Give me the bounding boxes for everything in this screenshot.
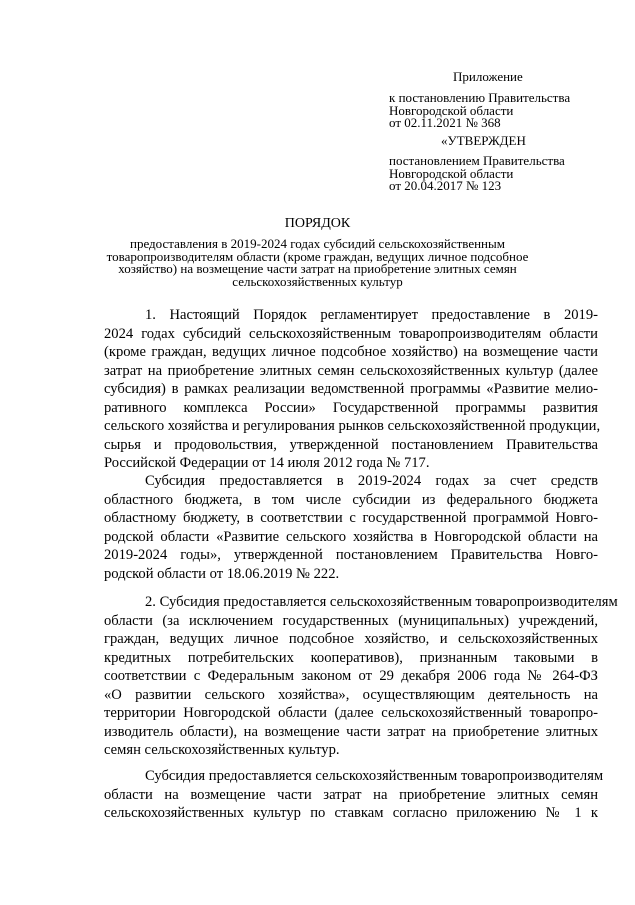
- paragraph-line: сельскохозяйственных культур по ставкам согласно приложению № 1 к: [104, 805, 598, 821]
- paragraph-2: [104, 472, 598, 583]
- paragraph-line: кредитных потребительских кооперативов), признанным таковыми в: [104, 649, 598, 666]
- document-title: ПОРЯДОК: [284, 216, 351, 231]
- paragraph-1: [104, 306, 601, 473]
- appendix-reference-line: от 02.11.2021 № 368: [389, 115, 501, 130]
- appendix-reference-line: Новгородской области: [389, 102, 514, 118]
- paragraph-line: граждан, ведущих личное подсобное хозяйство, и сельскохозяйственных: [104, 631, 598, 647]
- paragraph-line: Субсидия предоставляется сельскохозяйственным товаропроизводителям: [145, 768, 604, 784]
- paragraph-line: «О развитии сельского хозяйства», осуществляющим деятельность на: [104, 686, 598, 703]
- paragraph-line: 1. Настоящий Порядок регламентирует предоставление в 2019-: [145, 307, 598, 323]
- paragraph-line: родской области «Развитие сельского хозяйства в Новгородской области на: [104, 528, 598, 545]
- paragraph-line: семян сельскохозяйственных культур.: [104, 742, 340, 758]
- paragraph-line: Субсидия предоставляется в 2019-2024 годах за счет средств: [145, 473, 598, 489]
- document-subtitle: [0, 238, 635, 288]
- subtitle-line: сельскохозяйственных культур: [232, 273, 403, 289]
- paragraph-line: субсидия) в рамках реализации ведомственной программы «Развитие мелио-: [104, 381, 598, 397]
- paragraph-line: 2. Субсидия предоставляется сельскохозяйственным товаропроизводителям: [145, 594, 618, 610]
- approved-reference-line: от 20.04.2017 № 123: [389, 178, 502, 193]
- appendix-reference-line: к постановлению Правительства: [389, 90, 571, 105]
- appendix-reference: [389, 92, 570, 130]
- paragraph-line: сельского хозяйства и регулирования рынков сельскохозяйственной продукции,: [104, 418, 601, 434]
- subtitle-line: предоставления в 2019-2024 годах субсидий сельскохозяйственным: [130, 236, 505, 251]
- paragraph-line: изводитель области), на возмещение части затрат на приобретение элитных: [104, 723, 598, 740]
- paragraph-line: области на возмещение части затрат на приобретение элитных семян: [104, 786, 598, 803]
- approved-reference: [389, 155, 565, 193]
- paragraph-line: 2024 годах субсидий сельскохозяйственным товаропроизводителям области: [104, 325, 598, 342]
- paragraph-line: областному бюджету, в соответствии с государственной программой Новго-: [104, 510, 598, 526]
- paragraph-line: родской области от 18.06.2019 № 222.: [104, 565, 340, 582]
- paragraph-line: областного бюджета, в том числе субсидии из федерального бюджета: [104, 491, 598, 508]
- paragraph-line: территории Новгородской области (далее сельскохозяйственный товаропро-: [104, 705, 598, 721]
- approved-reference-line: постановлением Правительства: [389, 153, 565, 168]
- subtitle-line: товаропроизводителям области (кроме граждан, ведущих личное подсобное: [106, 248, 529, 264]
- subtitle-line: хозяйство) на возмещение части затрат на приобретение элитных семян: [118, 261, 517, 276]
- approved-label: «УТВЕРЖДЕН: [441, 133, 526, 148]
- paragraph-line: Российской Федерации от 14 июля 2012 года № 717.: [104, 455, 430, 471]
- approved-reference-line: Новгородской области: [389, 165, 514, 181]
- paragraph-line: области (за исключением государственных (муниципальных) учреждений,: [104, 612, 598, 629]
- paragraph-line: соответствии с Федеральным законом от 29 декабря 2006 года № 264-ФЗ: [104, 668, 598, 684]
- paragraph-line: ративного комплекса России» Государственной программы развития: [104, 399, 598, 416]
- paragraph-line: затрат на приобретение элитных семян сельскохозяйственных культур (далее: [104, 362, 598, 379]
- paragraph-3: [104, 593, 618, 760]
- paragraph-line: (кроме граждан, ведущих личное подсобное хозяйство) на возмещение части: [104, 344, 598, 360]
- paragraph-4: [104, 767, 604, 823]
- appendix-title: Приложение: [453, 69, 523, 84]
- paragraph-line: сырья и продовольствия, утвержденной постановлением Правительства: [104, 436, 598, 453]
- paragraph-line: 2019-2024 годы», утвержденной постановлением Правительства Новго-: [104, 547, 598, 563]
